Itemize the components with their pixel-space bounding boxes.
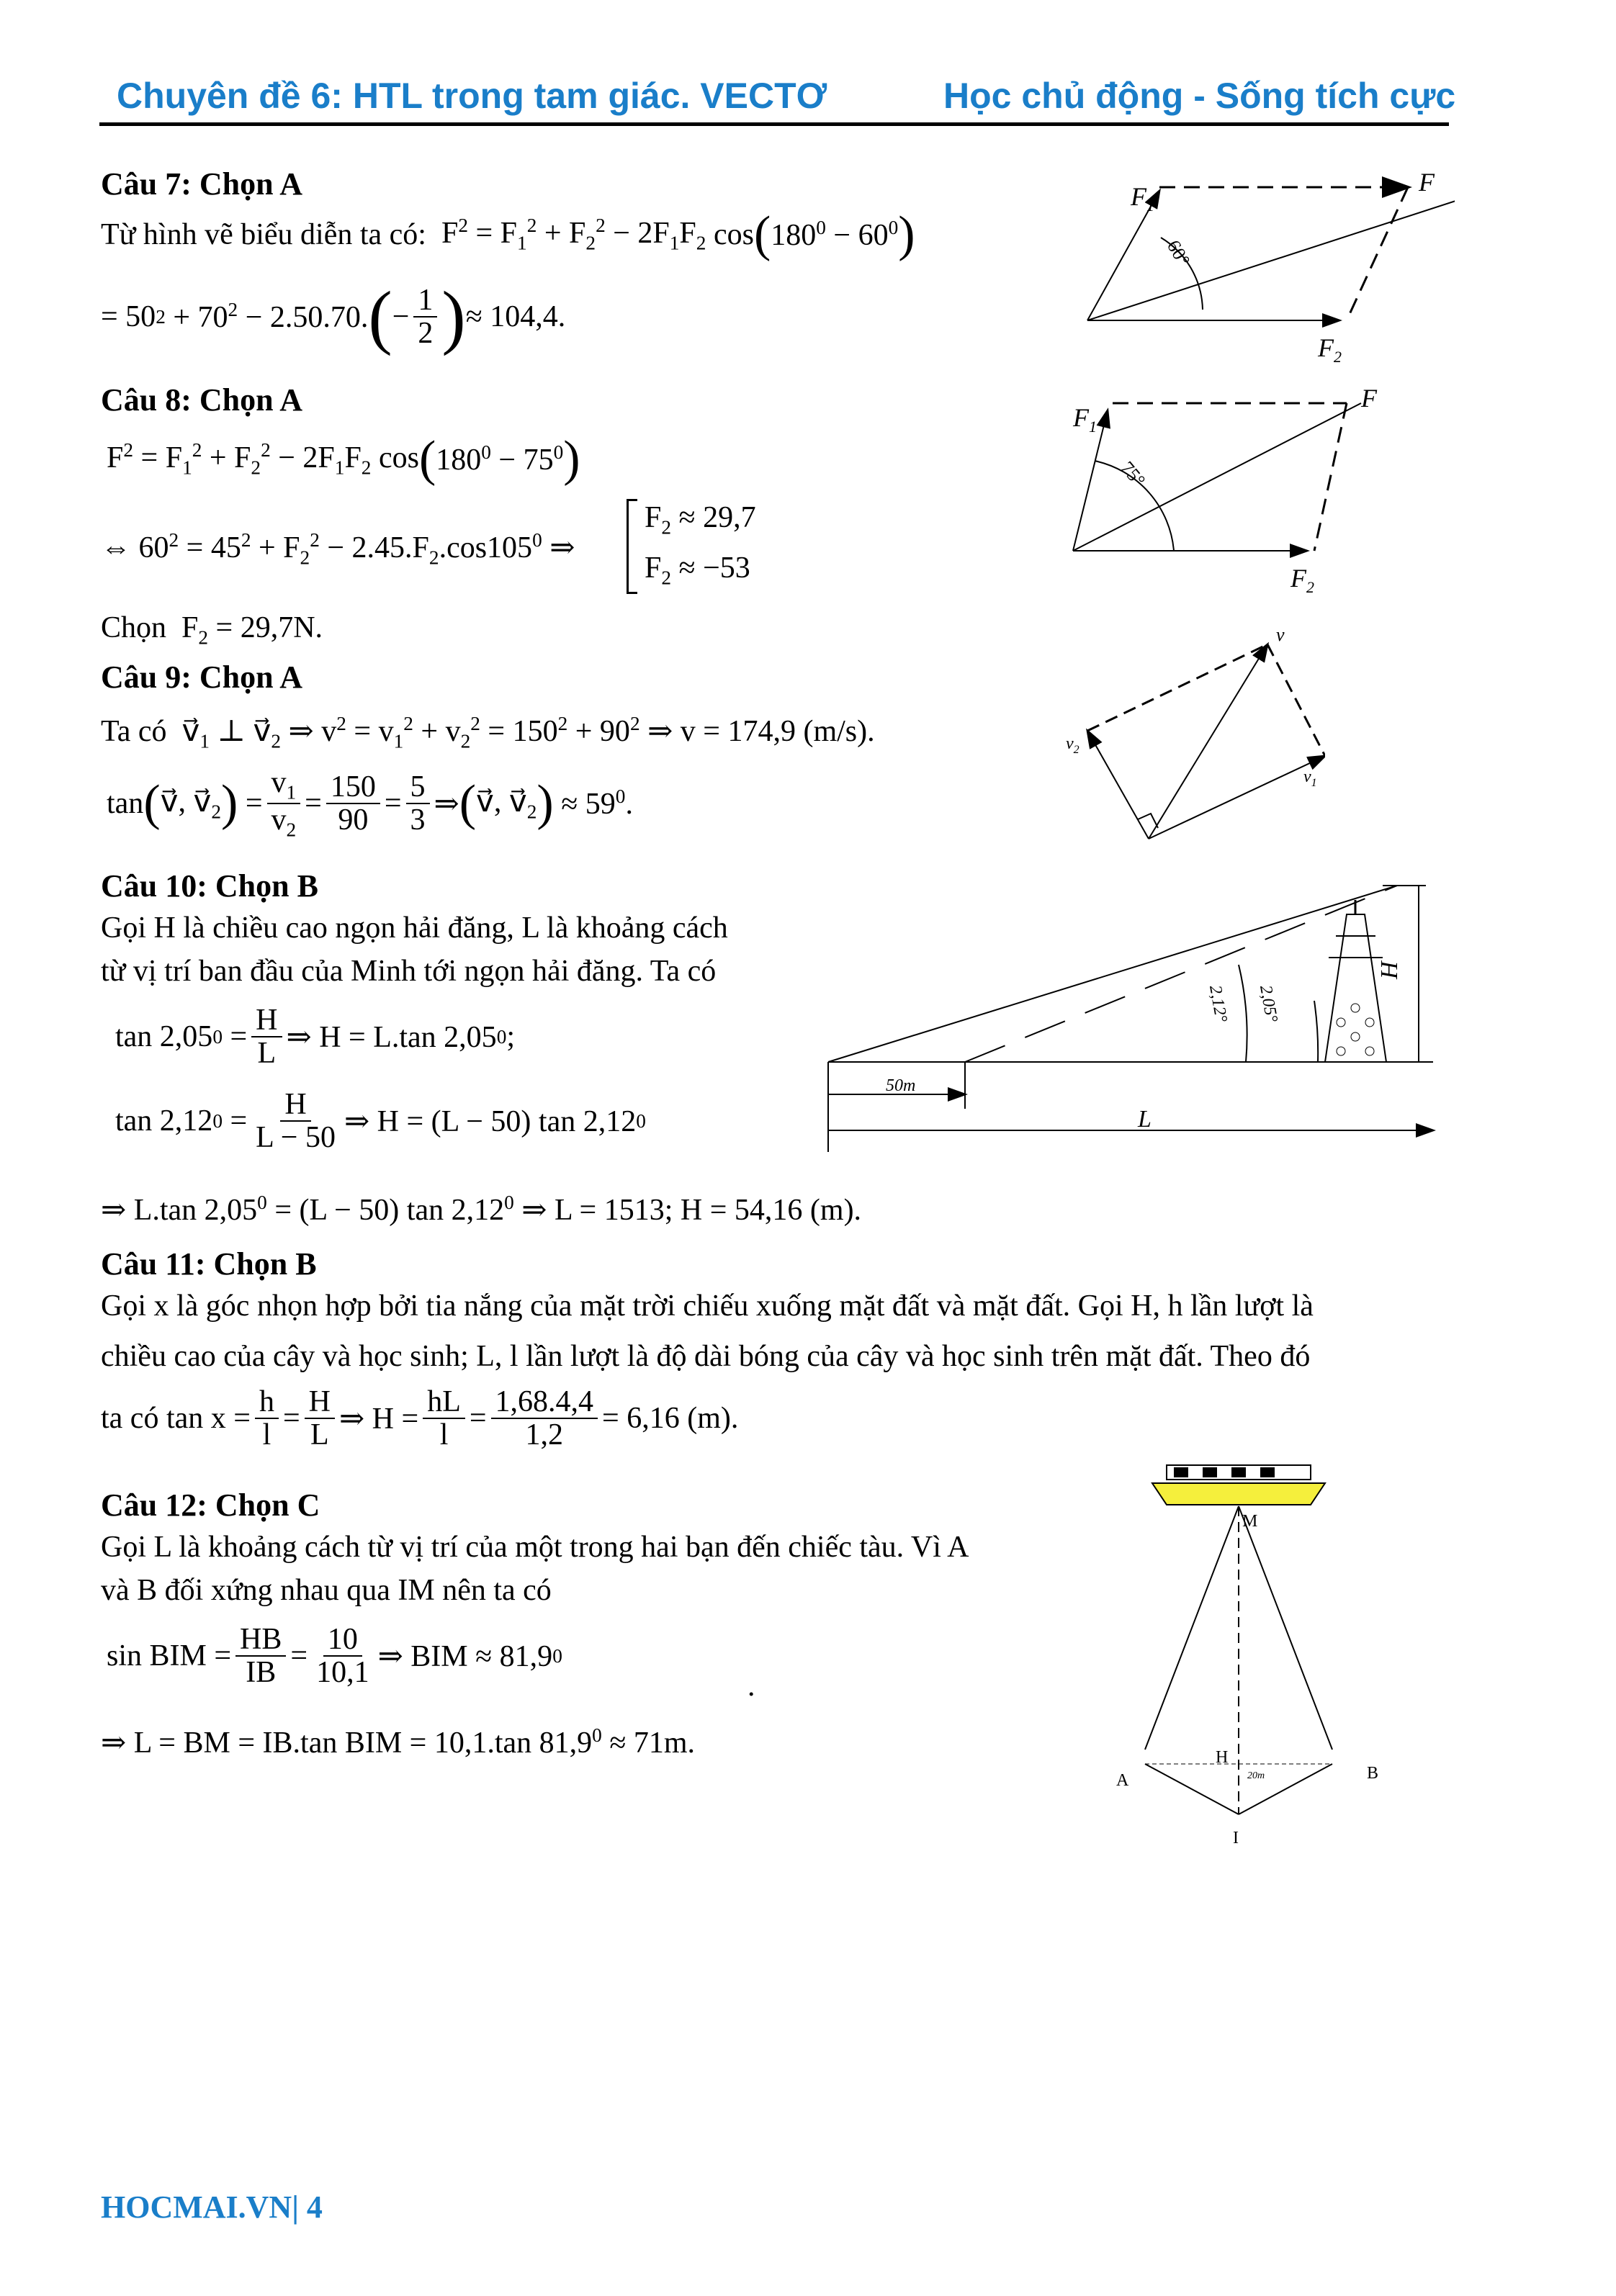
q8-eq1: $F^2 = F_1^2 + F_2^2 - 2F_1F_2$ cos ( $180^0 - 75^0$ ) <box>107 431 580 487</box>
q11-text1: Gọi x là góc nhọn hợp bởi tia nắng của mặt trời chiếu xuống mặt đất và mặt đất. Gọi H, h lần lượt là <box>101 1289 1314 1323</box>
q12-text1: Gọi L là khoảng cách từ vị trí của một trong hai bạn đến chiếc tàu. Vì A <box>101 1531 969 1564</box>
q12-ship-diagram <box>1095 1462 1426 1865</box>
q12-label-20m: 20m <box>1247 1770 1265 1781</box>
q12-eq1: sin BIM = $\frac{HB}{IB}$ = $\frac{10}{10,1}$ ⇒ BIM ≈ 81,9 0 <box>107 1623 562 1690</box>
q8-label-f1: $F_1$ <box>1073 403 1097 436</box>
q12-label-H: H <box>1216 1748 1229 1767</box>
q7-label-f: F <box>1419 168 1435 197</box>
q10-eq3: ⇒ L.tan 2,05$^0$ = (L − 50) tan 2,12$^0$ ⇒ L = 1513; H = 54,16 (m). <box>101 1192 862 1227</box>
q9-label-v: v <box>1276 624 1285 645</box>
q8-root1: $F_2 \approx 29,7$ <box>645 501 756 539</box>
q8-label-angle: 75° <box>1116 457 1150 491</box>
q10-text2: từ vị trí ban đầu của Minh tới ngọn hải đăng. Ta có <box>101 955 717 988</box>
q11-title: Câu 11: Chọn B <box>101 1246 317 1282</box>
q10-text1: Gọi H là chiều cao ngọn hải đăng, L là khoảng cách <box>101 911 728 945</box>
q7-label-f2: $F_2$ <box>1318 333 1342 366</box>
q7-cos: cos <box>713 218 754 251</box>
q10-eq1: tan 2,05 0 = $\frac{H}{L}$ ⇒ H = L.tan 2,05 0 ; <box>115 1004 516 1071</box>
q8-label-f: F <box>1361 384 1377 413</box>
q12-label-M: M <box>1242 1512 1258 1531</box>
q8-title: Câu 8: Chọn A <box>101 382 302 418</box>
q10-sight-line-1 <box>828 886 1397 1062</box>
q10-label-angle-2: 2,05° <box>1256 983 1281 1024</box>
q10-label-angle-1: 2,12° <box>1206 983 1231 1024</box>
q9-title: Câu 9: Chọn A <box>101 659 302 695</box>
q7-intro: Từ hình vẽ biểu diễn ta có: <box>101 218 426 251</box>
header-slogan: Học chủ động - Sống tích cực <box>943 76 1456 116</box>
q12-label-I: I <box>1233 1829 1239 1847</box>
q12-line-AI <box>1145 1764 1239 1814</box>
q9-label-v2: $v_2$ <box>1066 734 1079 756</box>
q12-line-MA <box>1145 1506 1239 1750</box>
q7-force-diagram <box>1080 158 1455 374</box>
q12-dot: . <box>748 1670 755 1703</box>
q7-dashed-side <box>1347 187 1408 320</box>
q10-arc-1 <box>1314 1001 1318 1062</box>
q10-label-H: H <box>1376 961 1403 979</box>
q12-label-B: B <box>1367 1764 1379 1783</box>
q7-eq1: Từ hình vẽ biểu diễn ta có: $F^2 = F_1^2 + F_2^2 - 2F_1F_2$ cos ( $180^0 - 60^0$ ) <box>101 207 915 262</box>
q9-line1: Ta có $v⃗_1$ ⊥ $v⃗_2$ ⇒ $v^2 = v_1^2 + v_2^2 = 150^2 + 90^2$ ⇒ v = 174,9 (m/s). <box>101 713 875 752</box>
q12-text2: và B đối xứng nhau qua IM nên ta có <box>101 1574 552 1607</box>
q8-choose: Chọn $F_2 = 29,7N$. <box>101 611 323 649</box>
q11-eq: ta có tan x = $\frac{h}{l}$ = $\frac{H}{L}$ ⇒ H = $\frac{hL}{l}$ = $\frac{1,68.4,4}{1,2}$ = 6,16 (m). <box>101 1385 739 1452</box>
q9-v1-arrow <box>1149 756 1325 839</box>
header-chapter-title: Chuyên đề 6: HTL trong tam giác. VECTƠ <box>117 76 827 116</box>
q12-label-A: A <box>1116 1771 1129 1790</box>
q8-eq2: ⇔ $60^2 = 45^2 + F_2^2 - 2.45.F_2.\cos 105^0$ ⇒ <box>101 529 575 569</box>
header-divider <box>99 122 1449 126</box>
q7-eq2: = 50 2 + $70^2 - 2.50.70$. ( − $\frac{1}{2}$ ) ≈ 104,4. <box>101 276 566 357</box>
q8-root2: $F_2 \approx -53$ <box>645 552 750 589</box>
q7-label-angle: 60° <box>1162 236 1195 270</box>
q10-eq2: tan 2,12 0 = $\frac{H}{L - 50}$ ⇒ H = (L − 50) tan 2,12 0 <box>115 1088 646 1155</box>
q8-resultant-line <box>1073 403 1361 551</box>
q10-title: Câu 10: Chọn B <box>101 868 318 904</box>
q7-label-f1: $F_1$ <box>1131 182 1154 215</box>
q12-line-MB <box>1239 1506 1332 1750</box>
q9-v2-arrow <box>1087 731 1149 839</box>
q8-bracket <box>627 499 637 594</box>
q8-label-f2: $F_2$ <box>1290 564 1314 596</box>
q9-label-v1: $v_1$ <box>1303 767 1317 789</box>
q8-force-diagram <box>1059 382 1433 598</box>
q9-dashed-side <box>1267 644 1325 756</box>
q12-eq2: ⇒ L = BM = IB.tan BIM = 10,1.tan 81,9$^0$ ≈ 71m. <box>101 1724 696 1760</box>
q11-text2: chiều cao của cây và học sinh; L, l lần lượt là độ dài bóng của cây và học sinh trên mặt đất. Theo đó <box>101 1340 1311 1373</box>
q9-velocity-diagram <box>1066 619 1325 850</box>
q10-arc-2 <box>1239 965 1247 1062</box>
q10-sight-line-2 <box>965 886 1397 1062</box>
q12-title: Câu 12: Chọn C <box>101 1487 320 1523</box>
q7-title: Câu 7: Chọn A <box>101 166 302 202</box>
footer-page-label: HOCMAI.VN| 4 <box>101 2189 323 2225</box>
q10-tower <box>1325 900 1386 1062</box>
q10-lighthouse-diagram <box>821 878 1440 1159</box>
q9-line2: tan ( v⃗, $v⃗_2$ ) = $\frac{v_1}{v_2}$ = $\frac{150}{90}$ = $\frac{5}{3}$ ⇒ ( v⃗, $v⃗_2$ ) ≈ $59^0$. <box>107 766 633 841</box>
q10-label-L: L <box>1138 1106 1152 1133</box>
q7-eq2-a: = 50 <box>101 300 156 334</box>
q7-eq2-b: ≈ 104,4. <box>465 300 566 334</box>
q10-label-50m: 50m <box>886 1076 916 1095</box>
q12-ship <box>1152 1465 1325 1505</box>
